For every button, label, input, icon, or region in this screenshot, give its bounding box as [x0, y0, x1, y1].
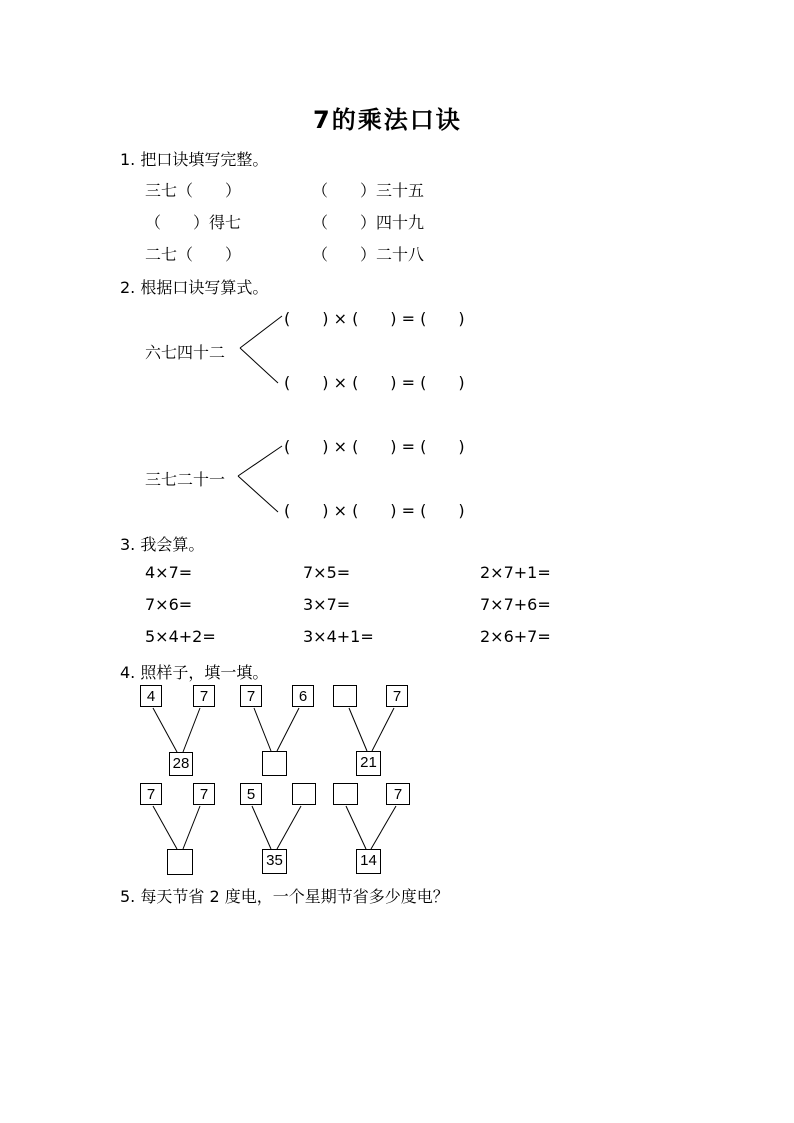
- q2-equation: ( ) × ( ) = ( ): [284, 309, 465, 328]
- tree-factor-box: [292, 783, 316, 805]
- question-3-label: 3. 我会算。: [120, 535, 205, 554]
- tree-factor-box: 4: [140, 685, 162, 707]
- tree-factor-box: 6: [292, 685, 314, 707]
- q1-blank-left: 三七（ ）: [145, 181, 242, 200]
- tree-factor-box: 7: [386, 685, 408, 707]
- q3-expression: 2×6+7=: [480, 627, 551, 646]
- q3-expression: 2×7+1=: [480, 563, 551, 582]
- tree-factor-box: 7: [386, 783, 410, 805]
- tree-product-box: 21: [356, 751, 381, 776]
- tree-factor-box: 7: [193, 783, 215, 805]
- q2-rhyme: 三七二十一: [145, 470, 226, 489]
- tree-product-box: 14: [356, 849, 381, 874]
- tree-product-box: 28: [169, 752, 193, 776]
- q3-expression: 7×6=: [145, 595, 193, 614]
- q1-blank-left: 二七（ ）: [145, 245, 242, 264]
- tree-factor-box: 7: [193, 685, 215, 707]
- q3-expression: 5×4+2=: [145, 627, 216, 646]
- tree-factor-box: [333, 685, 357, 707]
- tree-factor-box: 5: [240, 783, 262, 805]
- q1-blank-right: （ ）三十五: [312, 181, 425, 200]
- q3-expression: 7×7+6=: [480, 595, 551, 614]
- q3-expression: 3×7=: [303, 595, 351, 614]
- q1-blank-left: （ ）得七: [145, 213, 242, 232]
- q1-blank-right: （ ）二十八: [312, 245, 425, 264]
- question-5-label: 5. 每天节省 2 度电，一个星期节省多少度电？: [120, 887, 449, 906]
- q3-expression: 3×4+1=: [303, 627, 374, 646]
- tree-product-box: 35: [262, 849, 287, 874]
- tree-factor-box: 7: [240, 685, 262, 707]
- q2-rhyme: 六七四十二: [145, 343, 226, 362]
- q2-equation: ( ) × ( ) = ( ): [284, 437, 465, 456]
- q1-blank-right: （ ）四十九: [312, 213, 425, 232]
- question-1-label: 1. 把口诀填写完整。: [120, 150, 269, 169]
- question-2-label: 2. 根据口诀写算式。: [120, 278, 269, 297]
- question-4-label: 4. 照样子，填一填。: [120, 663, 269, 682]
- q3-expression: 7×5=: [303, 563, 351, 582]
- tree-factor-box: [333, 783, 358, 805]
- q2-equation: ( ) × ( ) = ( ): [284, 501, 465, 520]
- page-title: 7的乘法口诀: [313, 106, 462, 134]
- tree-product-box: [262, 751, 287, 776]
- q3-expression: 4×7=: [145, 563, 193, 582]
- q2-equation: ( ) × ( ) = ( ): [284, 373, 465, 392]
- tree-product-box: [167, 849, 193, 875]
- tree-factor-box: 7: [140, 783, 162, 805]
